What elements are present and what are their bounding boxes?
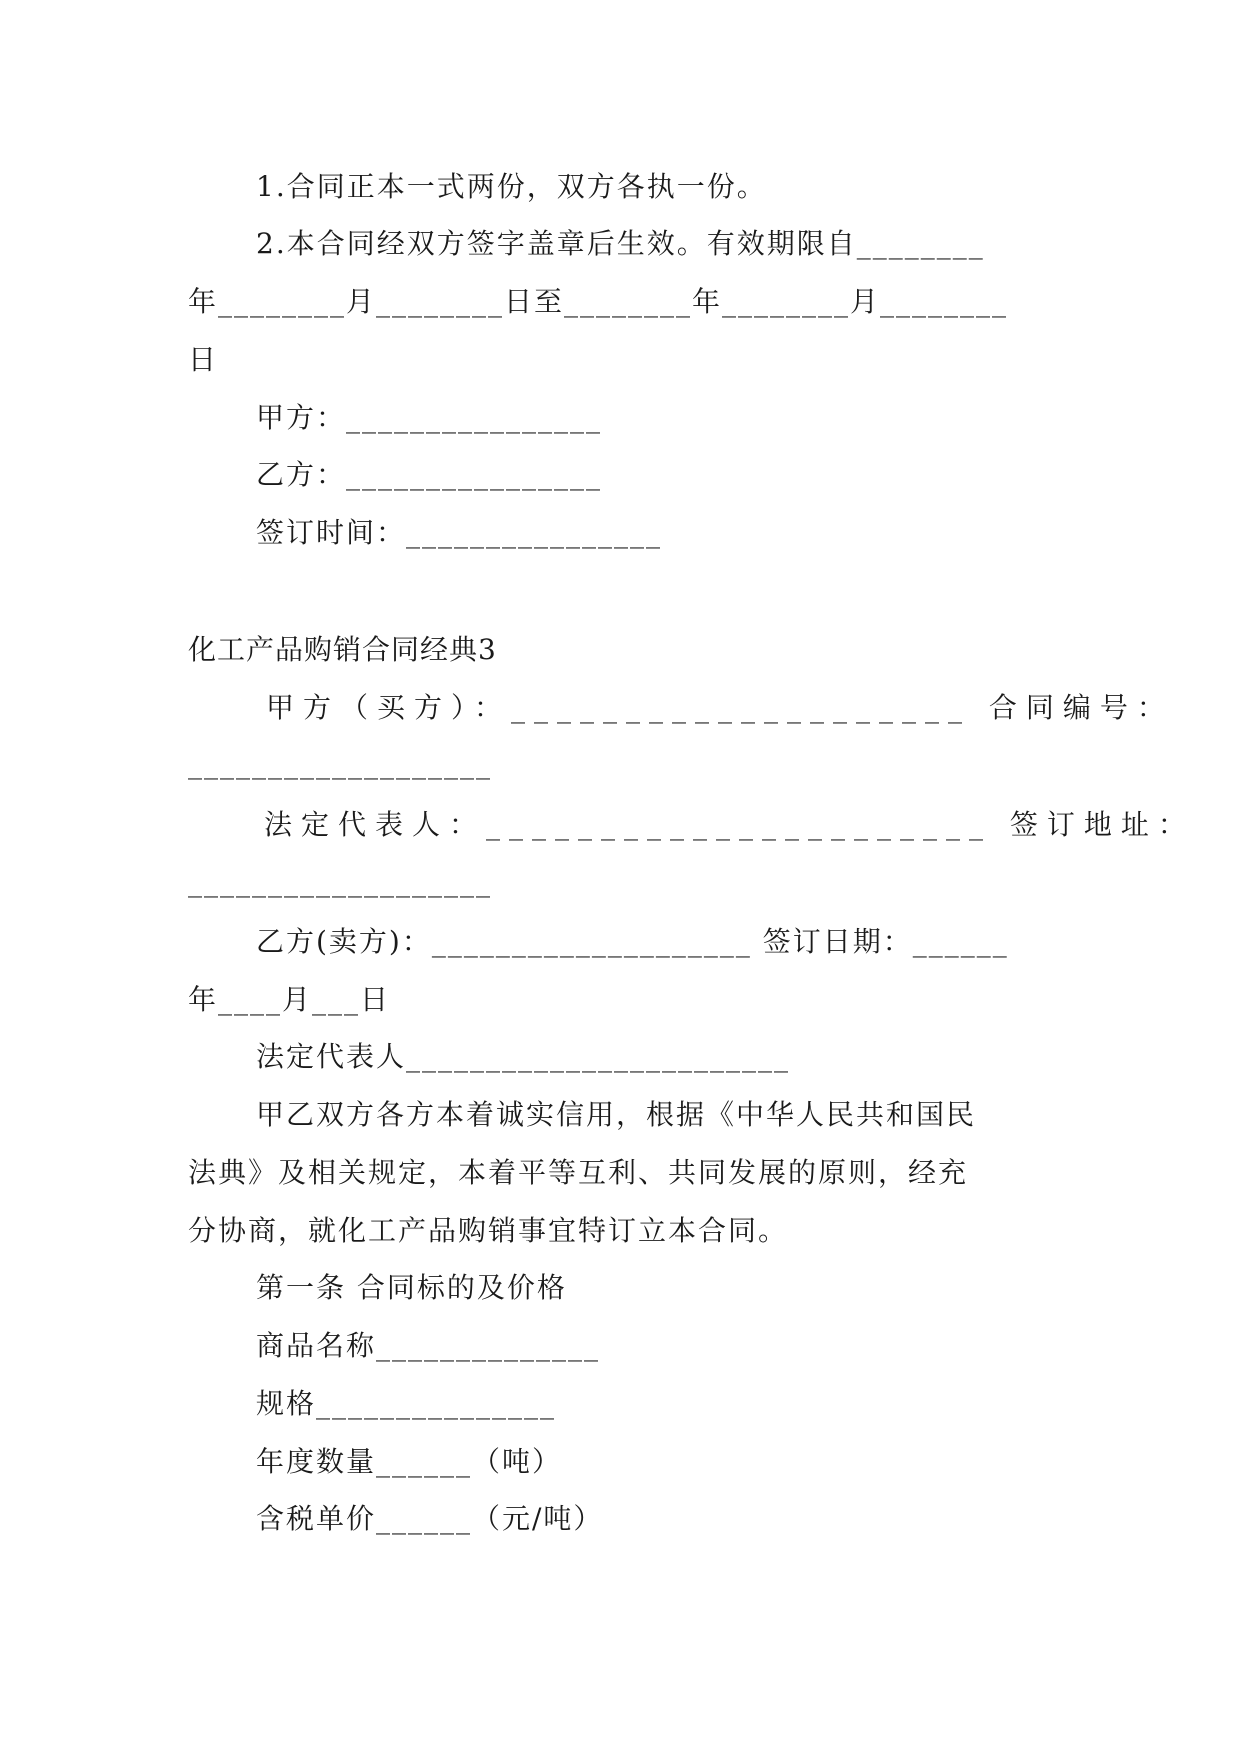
- clause-validity-end: 日: [188, 343, 219, 376]
- seller-representative-line: 法定代表人________________________: [256, 1040, 791, 1073]
- clause-validity-dates: 年________月________日至________年________月________: [188, 285, 1009, 318]
- product-name-field: 商品名称______________: [256, 1329, 601, 1362]
- clause-validity: 2.本合同经双方签字盖章后生效。有效期限自________: [256, 227, 985, 260]
- preamble-line-3: 分协商，就化工产品购销事宜特订立本合同。: [188, 1214, 789, 1247]
- party-b-signature: 乙方：________________: [256, 458, 603, 491]
- buyer-representative-line: 法定代表人：______________________ 签订地址：: [264, 808, 1195, 841]
- specification-field: 规格_______________: [256, 1387, 557, 1420]
- signing-address-blank: ___________________: [188, 865, 492, 898]
- party-a-signature: 甲方：________________: [256, 401, 603, 434]
- signing-time: 签订时间：________________: [256, 516, 663, 549]
- preamble-line-1: 甲乙双方各方本着诚实信用，根据《中华人民共和国民: [256, 1098, 977, 1131]
- preamble-line-2: 法典》及相关规定，本着平等互利、共同发展的原则，经充: [188, 1156, 969, 1189]
- annual-quantity-field: 年度数量______（吨）: [256, 1445, 563, 1478]
- buyer-line: 甲方（买方）：____________________ 合同编号：: [266, 691, 1174, 724]
- signing-date-blank: 年____月___日: [188, 983, 391, 1016]
- contract-title: 化工产品购销合同经典3: [188, 633, 497, 666]
- article-one-heading: 第一条 合同标的及价格: [256, 1271, 567, 1304]
- contract-number-blank: ___________________: [188, 747, 492, 780]
- clause-copies: 1.合同正本一式两份，双方各执一份。: [256, 170, 767, 203]
- unit-price-field: 含税单价______（元/吨）: [256, 1502, 604, 1535]
- seller-line: 乙方(卖方)：____________________ 签订日期：______: [256, 925, 1009, 958]
